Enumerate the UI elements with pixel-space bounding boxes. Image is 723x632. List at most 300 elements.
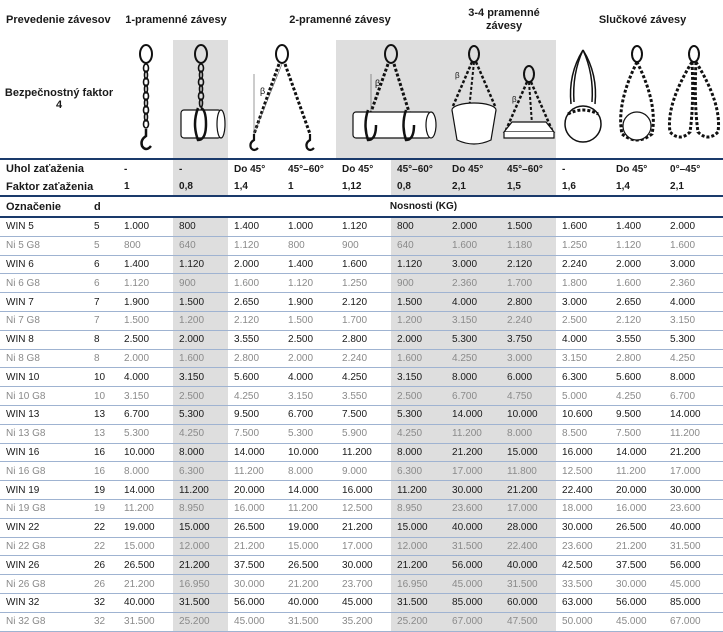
table-row xyxy=(0,443,723,462)
capacity-cell: 14.000 xyxy=(610,443,664,462)
table-row xyxy=(0,405,723,424)
capacity-cell: 2.800 xyxy=(610,349,664,368)
row-designation: WIN 7 xyxy=(0,293,88,312)
capacity-cell: 2.120 xyxy=(228,311,282,330)
capacity-cell: 5.300 xyxy=(391,405,446,424)
capacity-cell: 20.000 xyxy=(228,481,282,500)
capacity-cell: 9.500 xyxy=(228,405,282,424)
capacity-cell: 4.750 xyxy=(501,387,556,406)
capacity-cell: 17.000 xyxy=(336,537,391,556)
row-designation: WIN 22 xyxy=(0,518,88,537)
two-leg-hooks-icon xyxy=(228,40,336,159)
row-designation: Ni 13 G8 xyxy=(0,424,88,443)
capacity-cell: 3.000 xyxy=(501,349,556,368)
capacity-cell: 8.000 xyxy=(501,424,556,443)
table-row xyxy=(0,575,723,594)
row-diameter: 19 xyxy=(88,499,118,518)
capacity-cell: 10.600 xyxy=(556,405,610,424)
capacity-cell: 21.200 xyxy=(664,443,723,462)
capacity-cell: 14.000 xyxy=(228,443,282,462)
capacity-cell: 4.250 xyxy=(228,387,282,406)
capacity-cell: 1.700 xyxy=(336,311,391,330)
angle-cell: 45°–60° xyxy=(391,159,446,178)
table-row xyxy=(0,462,723,481)
capacity-cell: 31.500 xyxy=(501,575,556,594)
capacity-cell: 1.400 xyxy=(282,255,336,274)
capacity-cell: 5.300 xyxy=(118,424,173,443)
capacity-cell: 15.000 xyxy=(501,443,556,462)
capacity-cell: 1.200 xyxy=(391,311,446,330)
factor-cell: 1 xyxy=(288,181,294,192)
capacity-cell: 11.800 xyxy=(501,462,556,481)
capacity-cell: 16.000 xyxy=(336,481,391,500)
table-row xyxy=(0,349,723,368)
capacity-cell: 17.000 xyxy=(501,499,556,518)
capacity-cell: 4.250 xyxy=(446,349,501,368)
capacity-cell: 45.000 xyxy=(610,612,664,631)
capacity-cell: 3.750 xyxy=(501,330,556,349)
row-diameter: 16 xyxy=(88,462,118,481)
capacity-cell: 11.200 xyxy=(610,462,664,481)
group-header-row xyxy=(0,0,723,40)
capacity-cell: 30.000 xyxy=(336,556,391,575)
capacity-cell: 6.300 xyxy=(173,462,228,481)
capacity-cell: 25.200 xyxy=(391,612,446,631)
table-row xyxy=(0,255,723,274)
row-diameter: 6 xyxy=(88,255,118,274)
capacity-cell: 2.360 xyxy=(446,274,501,293)
capacity-cell: 3.000 xyxy=(446,255,501,274)
capacity-cell: 1.120 xyxy=(282,274,336,293)
angle-cell: - xyxy=(118,159,173,178)
capacity-cell: 6.300 xyxy=(391,462,446,481)
row-diameter: 5 xyxy=(88,236,118,255)
label-faktor: Faktor zaťaženia xyxy=(6,180,94,193)
capacity-cell: 8.950 xyxy=(173,499,228,518)
capacity-cell: 2.800 xyxy=(501,293,556,312)
capacity-cell: 14.000 xyxy=(282,481,336,500)
table-row xyxy=(0,537,723,556)
capacity-cell: 1.500 xyxy=(391,293,446,312)
group-3-4-pramenne: 3-4 pramenné závesy xyxy=(468,7,540,32)
capacity-cell: 1.120 xyxy=(336,217,391,236)
capacity-cell: 6.300 xyxy=(556,368,610,387)
row-designation: Ni 32 G8 xyxy=(0,612,88,631)
capacity-cell: 7.500 xyxy=(228,424,282,443)
row-diameter: 5 xyxy=(88,217,118,236)
capacity-cell: 1.120 xyxy=(118,274,173,293)
capacity-cell: 6.000 xyxy=(501,368,556,387)
row-designation: WIN 32 xyxy=(0,593,88,612)
capacity-cell: 11.200 xyxy=(446,424,501,443)
row-diameter: 7 xyxy=(88,311,118,330)
capacity-cell: 26.500 xyxy=(228,518,282,537)
capacity-cell: 85.000 xyxy=(664,593,723,612)
capacity-cell: 50.000 xyxy=(556,612,610,631)
capacity-cell: 26.500 xyxy=(118,556,173,575)
row-designation: Ni 26 G8 xyxy=(0,575,88,594)
angle-cell: - xyxy=(173,159,228,178)
capacity-cell: 5.000 xyxy=(556,387,610,406)
capacity-cell: 1.000 xyxy=(282,217,336,236)
capacity-cell: 1.800 xyxy=(556,274,610,293)
row-designation: WIN 13 xyxy=(0,405,88,424)
capacity-cell: 2.000 xyxy=(391,330,446,349)
capacity-cell: 12.000 xyxy=(391,537,446,556)
four-leg-bucket-icon xyxy=(446,40,501,159)
capacity-cell: 8.950 xyxy=(391,499,446,518)
capacity-cell: 8.000 xyxy=(118,462,173,481)
row-designation: Ni 8 G8 xyxy=(0,349,88,368)
capacity-cell: 16.000 xyxy=(228,499,282,518)
factor-cell: 2,1 xyxy=(670,181,684,192)
capacity-cell: 2.800 xyxy=(228,349,282,368)
table-row xyxy=(0,311,723,330)
capacity-cell: 3.150 xyxy=(556,349,610,368)
svg-text:β: β xyxy=(511,95,517,104)
capacity-cell: 2.120 xyxy=(610,311,664,330)
capacity-cell: 3.150 xyxy=(391,368,446,387)
capacity-cell: 33.500 xyxy=(556,575,610,594)
table-row xyxy=(0,293,723,312)
capacity-cell: 1.600 xyxy=(446,236,501,255)
angle-cell: Do 45° xyxy=(228,159,282,178)
row-diameter: 22 xyxy=(88,518,118,537)
capacity-cell: 4.250 xyxy=(610,387,664,406)
label-bezpecnostny-faktor: Bezpečnostný faktor 4 xyxy=(4,87,114,111)
table-row xyxy=(0,387,723,406)
table-row xyxy=(0,612,723,631)
capacity-cell: 31.500 xyxy=(446,537,501,556)
capacity-cell: 21.200 xyxy=(228,537,282,556)
capacity-cell: 1.600 xyxy=(610,274,664,293)
capacity-cell: 22.400 xyxy=(501,537,556,556)
column-header-row xyxy=(0,196,723,217)
capacity-cell: 800 xyxy=(173,217,228,236)
capacity-cell: 2.000 xyxy=(664,217,723,236)
capacity-cell: 3.150 xyxy=(118,387,173,406)
capacity-cell: 11.200 xyxy=(391,481,446,500)
angle-row xyxy=(0,159,723,178)
capacity-cell: 10.000 xyxy=(501,405,556,424)
capacity-cell: 1.500 xyxy=(501,217,556,236)
angle-cell: 45°–60° xyxy=(501,159,556,178)
capacity-cell: 21.200 xyxy=(336,518,391,537)
row-designation: Ni 7 G8 xyxy=(0,311,88,330)
capacity-cell: 1.180 xyxy=(501,236,556,255)
capacity-cell: 2.500 xyxy=(391,387,446,406)
capacity-cell: 60.000 xyxy=(501,593,556,612)
svg-text:β: β xyxy=(260,86,266,96)
angle-cell: Do 45° xyxy=(610,159,664,178)
row-diameter: 10 xyxy=(88,387,118,406)
endless-sling-icon xyxy=(556,40,610,159)
capacity-cell: 900 xyxy=(173,274,228,293)
capacity-cell: 31.500 xyxy=(173,593,228,612)
capacity-cell: 16.950 xyxy=(391,575,446,594)
capacity-cell: 4.000 xyxy=(118,368,173,387)
capacity-cell: 19.000 xyxy=(118,518,173,537)
capacity-cell: 9.500 xyxy=(610,405,664,424)
capacity-cell: 1.600 xyxy=(336,255,391,274)
capacity-cell: 45.000 xyxy=(228,612,282,631)
capacity-cell: 23.700 xyxy=(336,575,391,594)
capacity-cell: 12.500 xyxy=(336,499,391,518)
capacity-cell: 16.000 xyxy=(556,443,610,462)
capacity-cell: 6.700 xyxy=(446,387,501,406)
capacity-cell: 15.000 xyxy=(173,518,228,537)
capacity-cell: 1.500 xyxy=(173,293,228,312)
row-designation: WIN 26 xyxy=(0,556,88,575)
capacity-cell: 11.200 xyxy=(173,481,228,500)
row-diameter: 6 xyxy=(88,274,118,293)
capacity-cell: 9.000 xyxy=(336,462,391,481)
capacity-cell: 2.500 xyxy=(118,330,173,349)
capacity-cell: 4.250 xyxy=(336,368,391,387)
capacity-cell: 67.000 xyxy=(664,612,723,631)
capacity-cell: 10.000 xyxy=(282,443,336,462)
table-row xyxy=(0,556,723,575)
row-designation: WIN 5 xyxy=(0,217,88,236)
capacity-cell: 1.600 xyxy=(391,349,446,368)
table-row xyxy=(0,236,723,255)
row-designation: Ni 16 G8 xyxy=(0,462,88,481)
label-uhol: Uhol zaťaženia xyxy=(0,159,118,178)
row-designation: Ni 10 G8 xyxy=(0,387,88,406)
capacity-cell: 4.000 xyxy=(446,293,501,312)
capacity-cell: 1.700 xyxy=(501,274,556,293)
capacity-cell: 16.950 xyxy=(173,575,228,594)
capacity-cell: 5.300 xyxy=(664,330,723,349)
capacity-cell: 21.200 xyxy=(446,443,501,462)
capacity-cell: 5.300 xyxy=(282,424,336,443)
row-designation: Ni 6 G8 xyxy=(0,274,88,293)
angle-cell: 45°–60° xyxy=(282,159,336,178)
capacity-cell: 37.500 xyxy=(228,556,282,575)
capacity-cell: 2.120 xyxy=(336,293,391,312)
capacity-cell: 5.600 xyxy=(610,368,664,387)
capacity-cell: 35.200 xyxy=(336,612,391,631)
table-row xyxy=(0,499,723,518)
row-diameter: 26 xyxy=(88,556,118,575)
capacity-cell: 1.500 xyxy=(118,311,173,330)
capacity-cell: 8.500 xyxy=(556,424,610,443)
capacity-cell: 800 xyxy=(282,236,336,255)
capacity-cell: 1.600 xyxy=(228,274,282,293)
factor-cell: 1 xyxy=(124,181,130,192)
capacity-cell: 7.500 xyxy=(610,424,664,443)
capacity-cell: 40.000 xyxy=(501,556,556,575)
capacity-cell: 3.550 xyxy=(610,330,664,349)
capacity-cell: 6.700 xyxy=(664,387,723,406)
capacity-cell: 30.000 xyxy=(228,575,282,594)
capacity-cell: 56.000 xyxy=(610,593,664,612)
capacity-cell: 18.000 xyxy=(556,499,610,518)
capacity-cell: 2.650 xyxy=(610,293,664,312)
capacity-cell: 42.500 xyxy=(556,556,610,575)
capacity-cell: 5.600 xyxy=(228,368,282,387)
capacity-cell: 1.120 xyxy=(610,236,664,255)
capacity-cell: 2.500 xyxy=(556,311,610,330)
factor-cell: 1,4 xyxy=(234,181,248,192)
capacity-cell: 1.400 xyxy=(118,255,173,274)
capacity-cell: 3.150 xyxy=(282,387,336,406)
capacity-cell: 21.200 xyxy=(501,481,556,500)
capacity-cell: 15.000 xyxy=(391,518,446,537)
illustration-row xyxy=(0,40,723,159)
capacity-cell: 11.200 xyxy=(664,424,723,443)
capacity-cell: 2.000 xyxy=(228,255,282,274)
capacity-cell: 900 xyxy=(391,274,446,293)
capacity-cell: 21.200 xyxy=(610,537,664,556)
factor-cell: 1,4 xyxy=(616,181,630,192)
row-designation: Ni 19 G8 xyxy=(0,499,88,518)
capacity-cell: 5.900 xyxy=(336,424,391,443)
capacity-cell: 2.650 xyxy=(228,293,282,312)
angle-cell: - xyxy=(556,159,610,178)
row-diameter: 8 xyxy=(88,349,118,368)
table-row xyxy=(0,368,723,387)
group-1-pramenne: 1-pramenné závesy xyxy=(125,13,227,26)
capacity-cell: 28.000 xyxy=(501,518,556,537)
row-diameter: 7 xyxy=(88,293,118,312)
capacity-cell: 1.120 xyxy=(173,255,228,274)
row-diameter: 13 xyxy=(88,424,118,443)
capacity-cell: 10.000 xyxy=(118,443,173,462)
capacity-cell: 1.400 xyxy=(610,217,664,236)
capacity-cell: 2.000 xyxy=(610,255,664,274)
capacity-cell: 900 xyxy=(336,236,391,255)
capacity-cell: 40.000 xyxy=(282,593,336,612)
capacity-cell: 12.500 xyxy=(556,462,610,481)
capacity-cell: 45.000 xyxy=(336,593,391,612)
data-body xyxy=(0,217,723,631)
capacity-cell: 1.120 xyxy=(228,236,282,255)
row-designation: Ni 22 G8 xyxy=(0,537,88,556)
group-sluckove: Slučkové závesy xyxy=(598,13,687,26)
capacity-cell: 4.000 xyxy=(664,293,723,312)
row-diameter: 13 xyxy=(88,405,118,424)
capacity-cell: 17.000 xyxy=(446,462,501,481)
capacity-cell: 8.000 xyxy=(173,443,228,462)
capacity-cell: 23.600 xyxy=(664,499,723,518)
capacity-cell: 640 xyxy=(391,236,446,255)
capacity-cell: 1.200 xyxy=(173,311,228,330)
capacity-cell: 17.000 xyxy=(664,462,723,481)
capacity-cell: 4.250 xyxy=(664,349,723,368)
single-leg-choke-icon xyxy=(173,40,228,159)
capacity-cell: 1.500 xyxy=(282,311,336,330)
capacity-cell: 56.000 xyxy=(228,593,282,612)
capacity-cell: 30.000 xyxy=(446,481,501,500)
factor-cell: 1,5 xyxy=(501,178,556,196)
capacity-cell: 1.900 xyxy=(118,293,173,312)
capacity-cell: 19.000 xyxy=(282,518,336,537)
capacity-cell: 4.250 xyxy=(173,424,228,443)
capacity-cell: 3.150 xyxy=(664,311,723,330)
capacity-cell: 1.600 xyxy=(664,236,723,255)
capacity-cell: 1.120 xyxy=(391,255,446,274)
table-row xyxy=(0,481,723,500)
factor-cell: 0,8 xyxy=(391,178,446,196)
factor-cell: 0,8 xyxy=(173,178,228,196)
capacity-cell: 56.000 xyxy=(664,556,723,575)
label-oznacenie: Označenie xyxy=(0,196,88,217)
svg-text:β: β xyxy=(454,71,460,80)
svg-text:β: β xyxy=(375,78,381,88)
factor-cell: 2,1 xyxy=(446,178,501,196)
label-nosnosti: Nosnosti (KG) xyxy=(118,196,723,217)
row-diameter: 10 xyxy=(88,368,118,387)
capacity-cell: 63.000 xyxy=(556,593,610,612)
capacity-cell: 30.000 xyxy=(664,481,723,500)
capacity-cell: 2.800 xyxy=(336,330,391,349)
capacity-cell: 1.600 xyxy=(173,349,228,368)
capacity-cell: 47.500 xyxy=(501,612,556,631)
capacity-cell: 31.500 xyxy=(391,593,446,612)
capacity-cell: 2.000 xyxy=(173,330,228,349)
table-row xyxy=(0,274,723,293)
capacity-cell: 3.000 xyxy=(556,293,610,312)
capacity-cell: 31.500 xyxy=(664,537,723,556)
capacity-cell: 1.250 xyxy=(336,274,391,293)
capacity-cell: 40.000 xyxy=(118,593,173,612)
row-designation: WIN 8 xyxy=(0,330,88,349)
capacity-cell: 31.500 xyxy=(118,612,173,631)
capacity-cell: 4.250 xyxy=(391,424,446,443)
capacity-cell: 56.000 xyxy=(446,556,501,575)
four-leg-pallet-icon xyxy=(501,40,556,159)
capacity-cell: 2.360 xyxy=(664,274,723,293)
angle-cell: Do 45° xyxy=(336,159,391,178)
row-diameter: 32 xyxy=(88,612,118,631)
capacity-cell: 2.000 xyxy=(446,217,501,236)
row-diameter: 16 xyxy=(88,443,118,462)
row-designation: Ni 5 G8 xyxy=(0,236,88,255)
factor-row xyxy=(0,178,723,196)
row-designation: WIN 6 xyxy=(0,255,88,274)
group-2-pramenne: 2-pramenné závesy xyxy=(289,13,391,26)
capacity-cell: 25.200 xyxy=(173,612,228,631)
capacity-cell: 1.400 xyxy=(228,217,282,236)
capacity-cell: 800 xyxy=(391,217,446,236)
capacity-cell: 67.000 xyxy=(446,612,501,631)
angle-cell: 0°–45° xyxy=(664,159,723,178)
capacity-cell: 3.550 xyxy=(336,387,391,406)
capacity-cell: 1.600 xyxy=(556,217,610,236)
capacity-cell: 5.300 xyxy=(173,405,228,424)
capacity-cell: 5.300 xyxy=(446,330,501,349)
capacity-cell: 45.000 xyxy=(664,575,723,594)
table-row xyxy=(0,593,723,612)
capacity-cell: 3.150 xyxy=(446,311,501,330)
label-d: d xyxy=(88,196,118,217)
table-row xyxy=(0,330,723,349)
capacity-cell: 11.200 xyxy=(336,443,391,462)
capacity-cell: 14.000 xyxy=(664,405,723,424)
capacity-cell: 2.240 xyxy=(501,311,556,330)
capacity-cell: 26.500 xyxy=(610,518,664,537)
capacity-cell: 20.000 xyxy=(610,481,664,500)
capacity-cell: 11.200 xyxy=(228,462,282,481)
capacity-cell: 30.000 xyxy=(610,575,664,594)
capacity-cell: 8.000 xyxy=(664,368,723,387)
capacity-cell: 2.500 xyxy=(173,387,228,406)
capacity-cell: 2.000 xyxy=(282,349,336,368)
capacity-cell: 8.000 xyxy=(446,368,501,387)
capacity-cell: 14.000 xyxy=(118,481,173,500)
capacity-cell: 3.550 xyxy=(228,330,282,349)
